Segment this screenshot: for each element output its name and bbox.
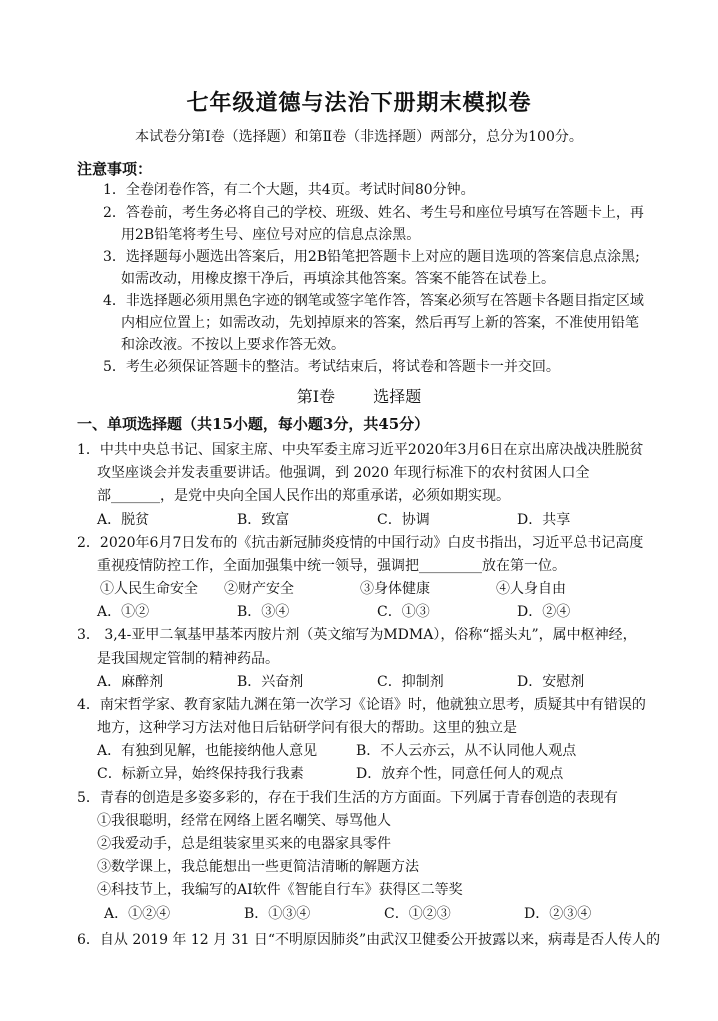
statement-1: ①人民生命安全 <box>100 581 198 597</box>
option-a: A．脱贫 <box>97 512 150 528</box>
option-d: D．安慰剂 <box>517 674 585 690</box>
page-title: 七年级道德与法治下册期末模拟卷 <box>186 90 532 116</box>
option-a: A．有独到见解，也能接纳他人意见 <box>97 743 318 759</box>
option-b: B．致富 <box>237 512 290 528</box>
option-d: D．②④ <box>517 604 571 620</box>
question-2-line: 2．2020年6月7日发布的《抗击新冠肺炎疫情的中国行动》白皮书指出，习近平总书记高度 <box>77 535 644 551</box>
notice-line: 2．答卷前，考生务必将自己的学校、班级、姓名、考生号和座位号填写在答题卡上，再 <box>103 205 644 221</box>
statement-4: ④科技节上，我编写的AI软件《智能自行车》获得区二等奖 <box>97 882 463 898</box>
option-c: C．抑制剂 <box>377 674 444 690</box>
notice-line: 内相应位置上；如需改动，先划掉原来的答案，然后再写上新的答案，不准使用铅笔 <box>121 315 639 331</box>
option-b: B．③④ <box>237 604 290 620</box>
notice-line: 5．考生必须保证答题卡的整洁。考试结束后，将试卷和答题卡一并交回。 <box>103 359 560 375</box>
question-2-items <box>100 579 566 599</box>
question-4-line: 4．南宋哲学家、教育家陆九渊在第一次学习《论语》时，他就独立思考，质疑其中有错误的 <box>77 697 646 713</box>
section-name: 选择题 <box>373 387 422 406</box>
question-4-options-row2 <box>97 764 563 784</box>
option-b: B．①③④ <box>244 906 311 922</box>
option-d: D．②③④ <box>524 906 592 922</box>
option-b: B．不人云亦云，从不认同他人观点 <box>356 743 577 759</box>
option-b: B．兴奋剂 <box>237 674 304 690</box>
notice-line: 如需改动，用橡皮擦干净后，再填涂其他答案。答案不能答在试卷上。 <box>121 271 555 287</box>
question-1-line: 部_______，是党中央向全国人民作出的郑重承诺，必须如期实现。 <box>97 488 510 504</box>
option-c: C．①③ <box>377 604 430 620</box>
question-4-options-row1 <box>97 741 576 761</box>
question-1-line: 攻坚座谈会并发表重要讲话。他强调，到 2020 年现行标准下的农村贫困人口全 <box>97 465 590 481</box>
option-d: D．放弃个性，同意任何人的观点 <box>356 766 564 782</box>
notice-line: 4．非选择题必须用黑色字迹的钢笔或签字笔作答，答案必须写在答题卡各题目指定区域 <box>103 293 644 309</box>
option-a: A．麻醉剂 <box>97 674 164 690</box>
question-2-options <box>97 602 570 622</box>
part-heading: 一、单项选择题（共15小题，每小题3分，共45分） <box>77 415 430 433</box>
question-4-line: 地方，这种学习方法对他日后钻研学问有很大的帮助。这里的独立是 <box>97 720 517 736</box>
page-subtitle: 本试卷分第Ⅰ卷（选择题）和第Ⅱ卷（非选择题）两部分，总分为100分。 <box>135 129 583 145</box>
question-3-line: 是我国规定管制的精神药品。 <box>97 651 279 667</box>
question-5-line: 5．青春的创造是多姿多彩的，存在于我们生活的方方面面。下列属于青春创造的表现有 <box>77 790 618 806</box>
question-5-options <box>104 904 591 924</box>
section-part: 第Ⅰ卷 <box>296 387 336 406</box>
question-3-line: 3． 3,4-亚甲二氧基甲基苯丙胺片剂（英文缩写为MDMA），俗称“摇头丸”，属中枢神经， <box>77 627 637 643</box>
statement-2: ②我爱动手，总是组装家里买来的电器家具零件 <box>97 836 391 852</box>
question-6-line: 6．自从 2019 年 12 月 31 日“不明原因肺炎”由武汉卫健委公开披露以来，病毒是否人传人的 <box>77 932 661 948</box>
notice-heading: 注意事项： <box>77 160 153 178</box>
section-title <box>0 384 718 407</box>
statement-2: ②财产安全 <box>224 581 294 597</box>
option-c: C．①②③ <box>384 906 451 922</box>
option-a: A．①② <box>97 604 150 620</box>
question-2-line: 重视疫情防控工作，全面加强集中统一领导，强调把_________放在第一位。 <box>97 558 566 574</box>
option-c: C．协调 <box>377 512 430 528</box>
option-d: D．共享 <box>517 512 571 528</box>
statement-4: ④人身自由 <box>496 581 566 597</box>
question-3-options <box>97 672 584 692</box>
question-1-line: 1．中共中央总书记、国家主席、中央军委主席习近平2020年3月6日在京出席决战决胜脱贫 <box>77 442 644 458</box>
question-1-options <box>97 510 570 530</box>
statement-1: ①我很聪明，经常在网络上匿名嘲笑、辱骂他人 <box>97 813 391 829</box>
option-a: A．①②④ <box>104 906 171 922</box>
notice-line: 1．全卷闭卷作答，有二个大题，共4页。考试时间80分钟。 <box>103 182 475 198</box>
statement-3: ③数学课上，我总能想出一些更简洁清晰的解题方法 <box>97 859 419 875</box>
option-c: C．标新立异，始终保持我行我素 <box>97 766 304 782</box>
statement-3: ③身体健康 <box>360 581 430 597</box>
notice-line: 用2B铅笔将考生号、座位号对应的信息点涂黑。 <box>121 227 421 243</box>
notice-line: 3．选择题每小题选出答案后，用2B铅笔把答题卡上对应的题目选项的答案信息点涂黑; <box>103 249 640 265</box>
notice-line: 和涂改液。不按以上要求作答无效。 <box>121 337 345 353</box>
